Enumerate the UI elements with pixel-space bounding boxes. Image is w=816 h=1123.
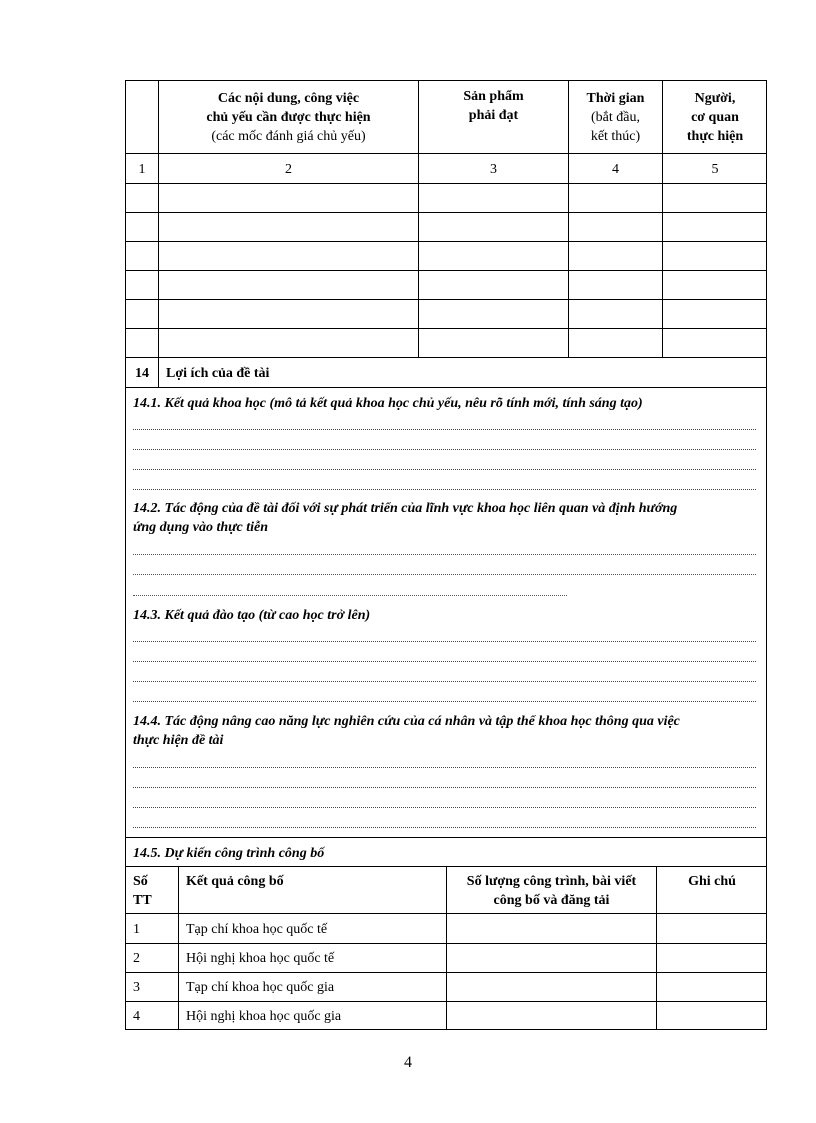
- header-tasks-line2: chủ yếu cần được thực hiện: [206, 110, 371, 125]
- section14-title-rule: [125, 387, 767, 388]
- header-executor-line1: Người,: [694, 91, 736, 106]
- plan-table-bottom-rule: [125, 357, 767, 358]
- header-products-line2: phải đạt: [468, 108, 519, 123]
- section14-title: Lợi ích của đề tài: [166, 366, 270, 381]
- section14-2-heading: [133, 499, 677, 537]
- plan-table-row-rule: [125, 241, 767, 242]
- dotted-line: [133, 767, 756, 768]
- col-number: 3: [490, 162, 497, 177]
- dotted-line: [133, 827, 756, 828]
- plan-table-row-rule: [125, 328, 767, 329]
- header-time-line1: Thời gian: [586, 91, 645, 106]
- pub-row-result: Tạp chí khoa học quốc tế: [186, 922, 328, 937]
- section14-4-heading: [133, 712, 680, 750]
- dotted-line: [133, 449, 756, 450]
- section14-2-heading-line2: ứng dụng vào thực tiễn: [133, 520, 269, 535]
- plan-table-row-rule: [125, 270, 767, 271]
- section14-2-heading-line1: 14.2. Tác động của đề tài đối với sự phát triển của lĩnh vực khoa học liên quan và định hướng: [133, 501, 678, 516]
- header-products-line1: Sản phẩm: [463, 89, 524, 104]
- header-time-line2: (bắt đầu,: [591, 110, 640, 125]
- col-number: 2: [285, 162, 292, 177]
- header-executor-line3: thực hiện: [686, 129, 744, 144]
- header-time-line3: kết thúc): [590, 129, 641, 144]
- section14-4-heading-line2: thực hiện đề tài: [133, 733, 224, 748]
- pub-row-result: Hội nghị khoa học quốc tế: [186, 951, 335, 966]
- header-executor-line2: cơ quan: [691, 110, 739, 125]
- pub-header-count-line1: Số lượng công trình, bài viết: [466, 874, 637, 889]
- col-number: 5: [711, 162, 719, 177]
- pub-header-count-line2: công bố và đăng tải: [493, 893, 610, 908]
- pub-table-col-rule: [178, 866, 179, 1030]
- header-tasks: [159, 89, 418, 146]
- section14-3-heading: 14.3. Kết quả đào tạo (từ cao học trở lên): [133, 608, 371, 623]
- dotted-line: [133, 641, 756, 642]
- dotted-line: [133, 469, 756, 470]
- page-number: 4: [404, 1054, 412, 1071]
- header-time: [569, 89, 662, 146]
- pub-header-note: Ghi chú: [688, 874, 736, 889]
- header-tasks-line3: (các mốc đánh giá chủ yếu): [211, 129, 366, 144]
- dotted-line: [133, 807, 756, 808]
- dotted-line: [133, 574, 756, 575]
- section14-1-heading: 14.1. Kết quả khoa học (mô tả kết quả khoa học chủ yếu, nêu rõ tính mới, tính sáng tạo): [133, 396, 643, 411]
- plan-table-row-rule: [125, 183, 767, 184]
- pub-header-result: Kết quả công bố: [186, 874, 284, 889]
- header-executor: [663, 89, 767, 146]
- dotted-line: [133, 661, 756, 662]
- col-number: 4: [612, 162, 619, 177]
- dotted-line: [133, 429, 756, 430]
- dotted-line: [133, 701, 756, 702]
- header-products: [419, 87, 568, 125]
- pub-row-no: 3: [133, 980, 140, 995]
- pub-row-result: Tạp chí khoa học quốc gia: [186, 980, 335, 995]
- dotted-line: [133, 681, 756, 682]
- header-tasks-line1: Các nội dung, công việc: [217, 91, 360, 106]
- plan-table-row-rule: [125, 299, 767, 300]
- pub-row-result: Hội nghị khoa học quốc gia: [186, 1009, 342, 1024]
- section14-4-heading-line1: 14.4. Tác động nâng cao năng lực nghiên cứu của cá nhân và tập thể khoa học thông qua việc: [133, 714, 680, 729]
- section14-number: 14: [135, 366, 149, 381]
- pub-header-no: [133, 872, 152, 910]
- pub-header-count: [447, 872, 656, 910]
- pub-header-no-line1: Số: [133, 874, 148, 889]
- section14-5-rule: [125, 837, 767, 838]
- dotted-line: [133, 787, 756, 788]
- col-number: 1: [138, 162, 146, 177]
- pub-row-no: 2: [133, 951, 140, 966]
- pub-row-no: 4: [133, 1009, 140, 1024]
- section14-5-heading: 14.5. Dự kiến công trình công bố: [133, 846, 325, 861]
- plan-table-row-rule: [125, 212, 767, 213]
- pub-header-no-line2: TT: [133, 893, 152, 908]
- dotted-line: [133, 554, 756, 555]
- plan-table-header-rule: [125, 153, 767, 154]
- dotted-line: [133, 489, 756, 490]
- pub-row-no: 1: [133, 922, 140, 937]
- dotted-line: [133, 595, 567, 596]
